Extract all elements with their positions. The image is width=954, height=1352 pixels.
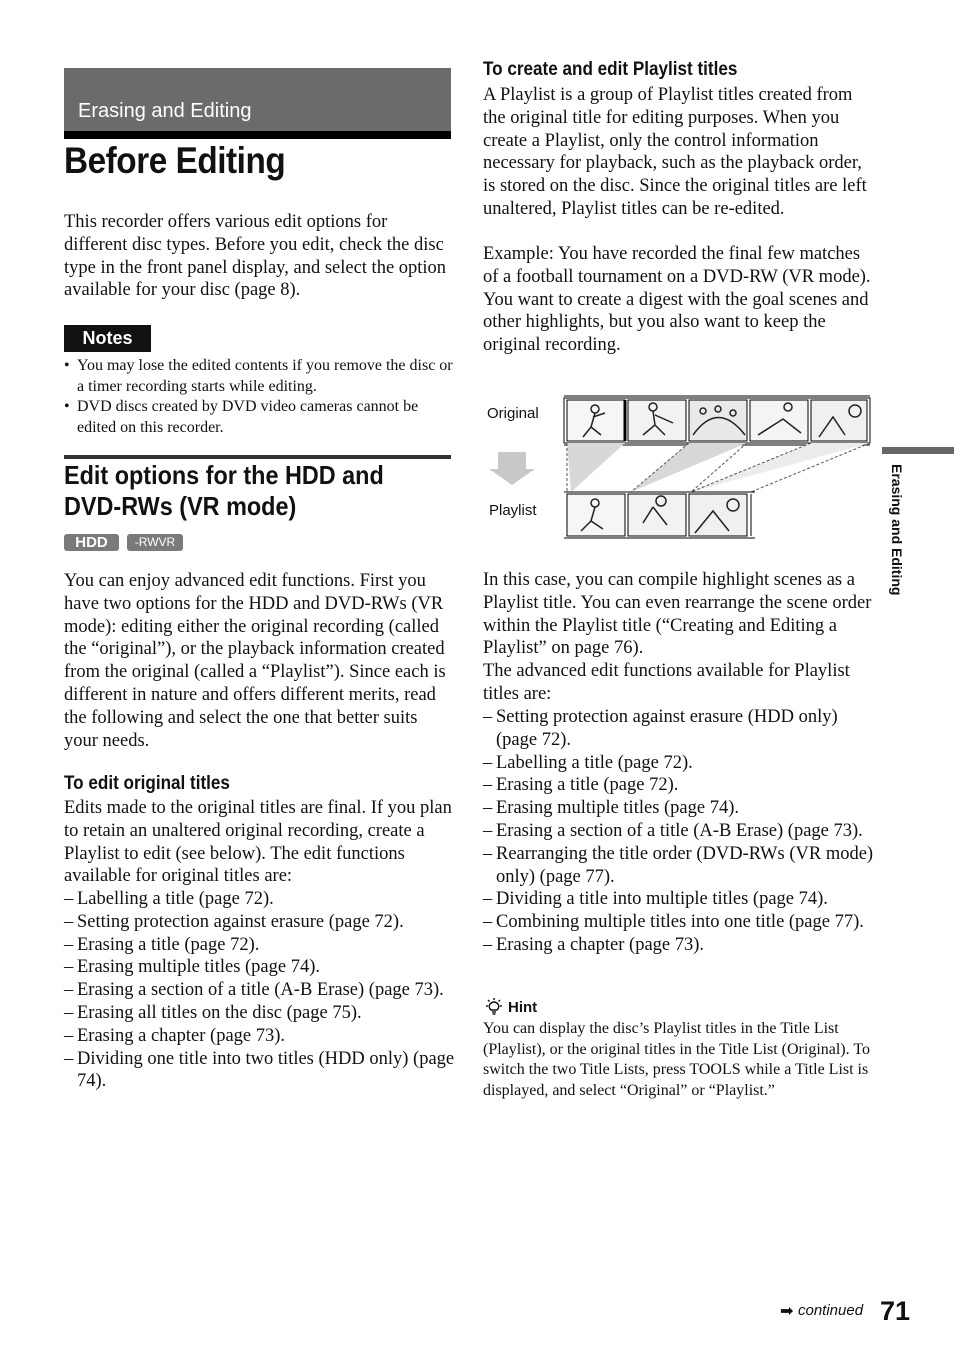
advanced-text: The advanced edit functions available for Playlist titles are:: [483, 661, 850, 704]
list-item: – Dividing one title into two titles (HDD only) (page 74).: [64, 1048, 456, 1094]
list-item: – Labelling a title (page 72).: [483, 752, 875, 775]
list-item: – Erasing a section of a title (A-B Erase) (page 73).: [64, 979, 456, 1002]
hint-text: You can display the disc’s Playlist titles in the Title List (Playlist), or the original titles in the Title List (Original). To switch the two Title Lists, press TOOLS while a Title List is displayed, and select “Original” or “Playlist.”: [483, 1020, 870, 1099]
section-banner: [64, 68, 451, 131]
list-item: – Erasing all titles on the disc (page 75).: [64, 1002, 456, 1025]
hint-label: Hint: [508, 999, 538, 1016]
list-item: – Rearranging the title order (DVD-RWs (VR mode) only) (page 77).: [483, 843, 875, 889]
list-item: – Erasing a chapter (page 73).: [64, 1025, 456, 1048]
playlist-filmstrip: [564, 492, 755, 538]
case-paragraph: [483, 569, 875, 706]
diagram-playlist-label: Playlist: [489, 502, 537, 519]
page-number: 71: [880, 1296, 911, 1326]
list-item: – Erasing multiple titles (page 74).: [483, 797, 875, 820]
rw-vr-tag: -RWVR: [127, 534, 183, 551]
list-item: – Dividing a title into multiple titles (page 74).: [483, 888, 875, 911]
list-item: – Erasing multiple titles (page 74).: [64, 956, 456, 979]
section-banner-label: Erasing and Editing: [78, 100, 252, 122]
side-tab-bar: [882, 447, 954, 454]
playlist-titles-heading: To create and edit Playlist titles: [483, 59, 738, 80]
banner-rule: [64, 131, 451, 139]
list-item: – Erasing a title (page 72).: [483, 774, 875, 797]
list-item: – Labelling a title (page 72).: [64, 888, 456, 911]
original-functions-list: [64, 888, 456, 1093]
lightbulb-icon: [484, 997, 504, 1017]
list-item: – Erasing a section of a title (A-B Erase) (page 73).: [483, 820, 875, 843]
case-text: In this case, you can compile highlight scenes as a Playlist title. You can even rearrange the scene order within the Playlist title (“Creating and Editing a Playlist” on page 76).: [483, 570, 872, 659]
note-item: • You may lose the edited contents if you remove the disc or a timer recording starts while editing.: [64, 356, 454, 397]
list-item: – Erasing a chapter (page 73).: [483, 934, 875, 957]
down-arrow-icon: [489, 452, 535, 485]
list-item: – Erasing a title (page 72).: [64, 934, 456, 957]
enjoy-paragraph: You can enjoy advanced edit functions. First you have two options for the HDD and DVD-RWs (VR mode): editing either the original recording (called the “original”), or the playback information created from the original (called a “Playlist”). Since each is different in nature and offers different merits, read the following and select the one that better suits your needs.: [64, 571, 446, 751]
hdd-tag: HDD: [64, 534, 119, 551]
intro-paragraph: This recorder offers various edit options for different disc types. Before you edit, check the disc type in the front panel display, and select the option available for your disc (page 8).: [64, 212, 447, 301]
original-titles-heading: To edit original titles: [64, 773, 230, 794]
list-item: – Setting protection against erasure (page 72).: [64, 911, 456, 934]
list-item: – Combining multiple titles into one title (page 77).: [483, 911, 875, 934]
side-tab: [887, 464, 907, 614]
playlist-functions-list: [483, 706, 875, 957]
notes-badge: Notes: [64, 325, 151, 352]
page-title: Before Editing: [64, 140, 286, 181]
continued-arrow-icon: ➡: [780, 1303, 794, 1320]
original-titles-text: Edits made to the original titles are final. If you plan to retain an unaltered original recording, create a Playlist to edit (see below). The edit functions available for original titles are:: [64, 798, 452, 887]
playlist-titles-text: A Playlist is a group of Playlist titles created from the original title for editing purposes. When you create a Playlist, only the control information necessary for playback, such as the playback order, is stored on the disc. Since the original titles are left unaltered, Playlist titles can be re-edited.: [483, 85, 867, 219]
continued-label: continued: [798, 1302, 864, 1319]
playlist-diagram: [483, 395, 873, 545]
heading-rule: [64, 455, 451, 459]
original-filmstrip: [564, 396, 870, 445]
list-item: – Setting protection against erasure (HDD only) (page 72).: [483, 706, 875, 752]
notes-list: [64, 356, 454, 438]
section-heading: Edit options for the HDD and DVD-RWs (VR mode): [64, 460, 384, 521]
example-paragraph: Example: You have recorded the final few matches of a football tournament on a DVD-RW (VR mode). You want to create a digest with the goal scenes and other highlights, but you also want to keep the original recording.: [483, 244, 871, 356]
note-item: • DVD discs created by DVD video cameras cannot be edited on this recorder.: [64, 397, 454, 438]
side-tab-label: Erasing and Editing: [889, 464, 905, 596]
diagram-original-label: Original: [487, 405, 539, 422]
